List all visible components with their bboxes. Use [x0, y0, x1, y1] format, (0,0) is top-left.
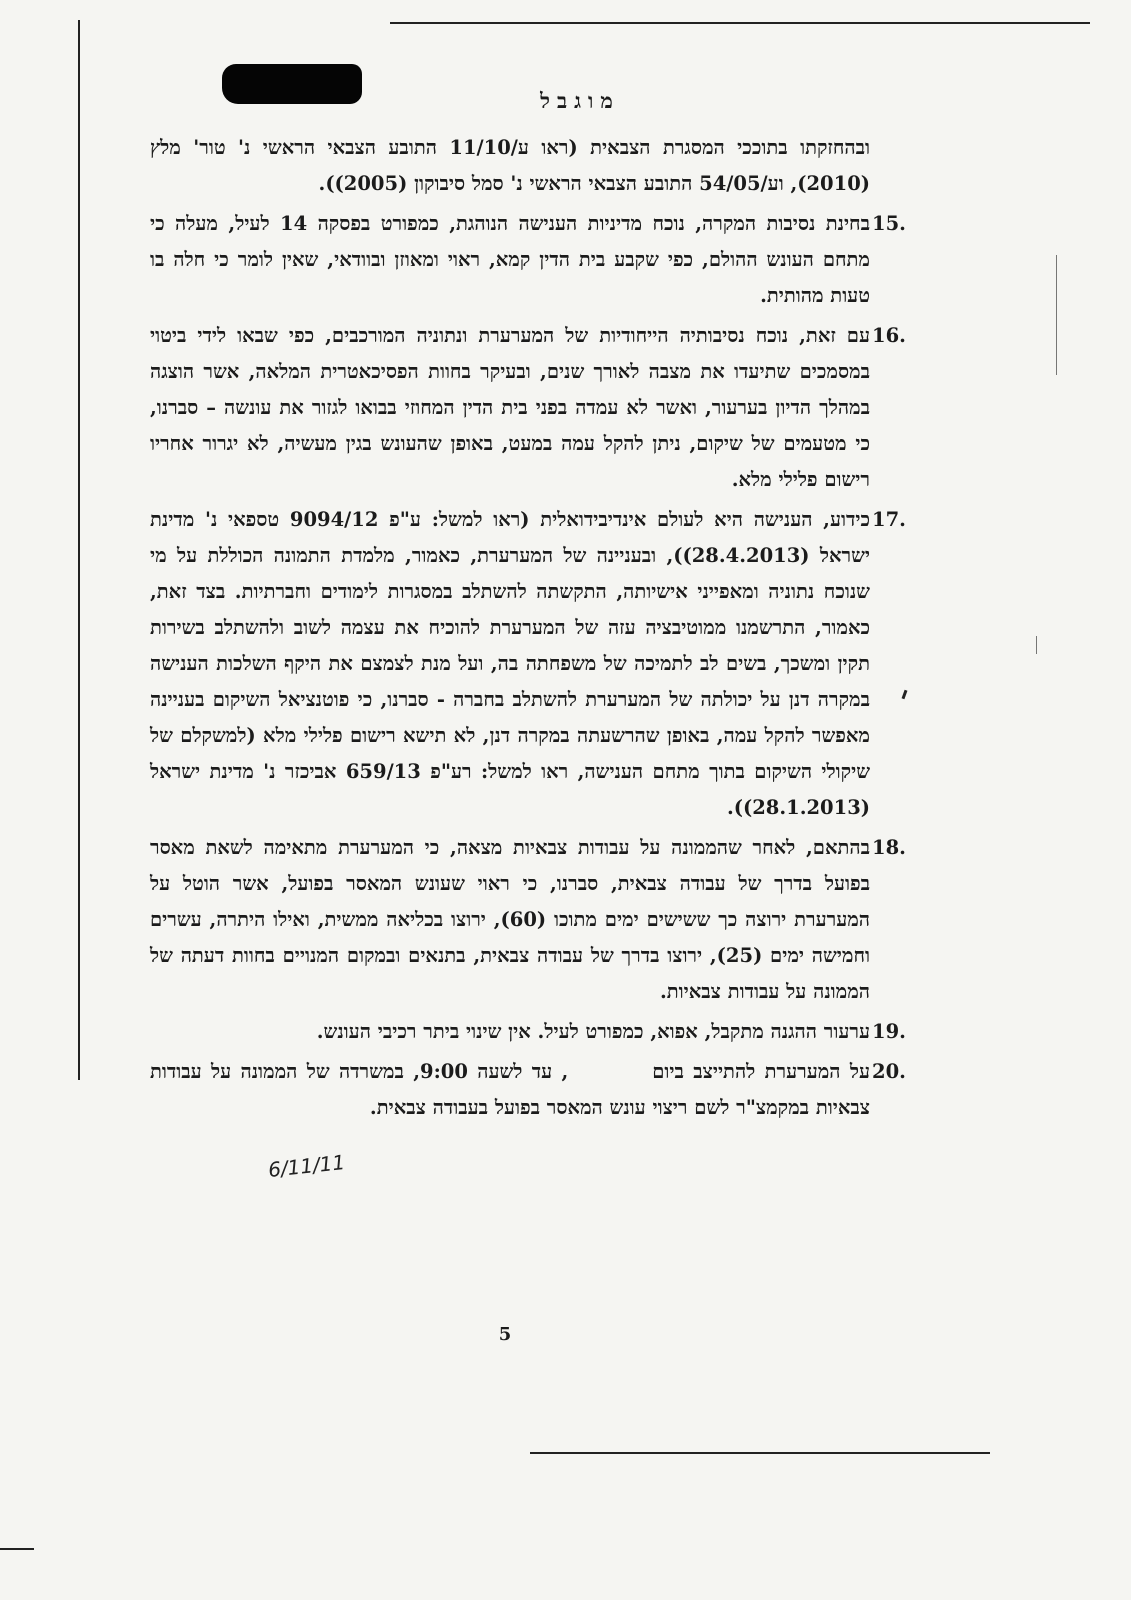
paragraph-18 — [150, 830, 906, 1010]
scan-line-right-1 — [1056, 255, 1057, 375]
paragraph-number: 15. — [872, 212, 906, 235]
paragraph-number: 17. — [872, 508, 906, 531]
paragraph-number: 16. — [872, 324, 906, 347]
paragraph-number: 19. — [872, 1020, 906, 1043]
document-body — [150, 130, 906, 1130]
handwritten-date: 6/11/11 — [266, 1150, 347, 1182]
paragraph-number: 18. — [872, 836, 906, 859]
paragraph-text: על המערערת להתייצב ביום , עד לשעה 9:00, במשרדה של הממונה על עבודות צבאיות במקמצ"ר לשם ריצוי עונש המאסר בפועל בעבודה צבאית. — [150, 1060, 870, 1119]
scan-line-bottom — [530, 1452, 990, 1454]
scan-line-top — [390, 22, 1090, 24]
paragraph-text: ערעור ההגנה מתקבל, אפוא, כמפורט לעיל. אין שינוי ביתר רכיבי העונש. — [316, 1020, 870, 1043]
scan-line-left — [78, 20, 80, 1080]
paragraph-20 — [150, 1054, 906, 1126]
paragraph-16 — [150, 318, 906, 498]
classification-label: מוגבל — [540, 88, 620, 113]
paragraph-17 — [150, 502, 906, 826]
paragraph-number: 20. — [872, 1060, 906, 1083]
paragraph-text: כידוע, הענישה היא לעולם אינדיבידואלית (ראו למשל: ע"פ 9094/12 טספאי נ' מדינת ישראל (28.4.2013)), ובעניינה של המערערת, כאמור, מלמדת התמונה הכוללת על מי שנוכח נתוניה ומאפייני אישיותה, התקשתה להשתלב במסגרות לימודים וחברתיות. בצד זאת, כאמור, התרשמנו ממוטיבציה עזה של המערערת להוכיח את עצמה לשוב ולהשתלב בשירות תקין ומשכך, בשים לב לתמיכה של משפחתה בה, ועל מנת לצמצם את היקף השלכות הענישה במקרה דנן על יכולתה של המערערת להשתלב בחברה - סברנו, כי פוטנציאל השיקום בעניינה מאפשר להקל עמה, באופן שהרשעתה במקרה דנן, לא תישא רישום פלילי מלא (למשקלם של שיקולי השיקום בתוך מתחם הענישה, ראו למשל: רע"פ 659/13 אביכזר נ' מדינת ישראל (28.1.2013)). — [150, 508, 871, 819]
scan-line-corner — [0, 1548, 34, 1550]
paragraph-text: עם זאת, נוכח נסיבותיה הייחודיות של המערערת ונתוניה המורכבים, כפי שבאו לידי ביטוי במסמכים שתיעדו את מצבה לאורך שנים, ובעיקר בחוות הפסיכאטרית המלאה, אשר הוצגה במהלך הדיון בערעור, ואשר לא עמדה בפני בית הדין המחוזי בבואו לגזור את עונשה – סברנו, כי מטעמים של שיקום, ניתן להקל עמה במעט, באופן שהעונש בגין מעשיה, לא יגרור אחריו רישום פלילי מלא. — [150, 324, 870, 491]
paragraph-text: בחינת נסיבות המקרה, נוכח מדיניות הענישה הנוהגת, כמפורט בפסקה 14 לעיל, מעלה כי מתחם העונש ההולם, כפי שקבע בית הדין קמא, ראוי ומאוזן ובוודאי, שאין לומר כי חלה בו טעות מהותית. — [150, 212, 870, 307]
paragraph-15 — [150, 206, 906, 314]
ink-mark — [902, 690, 908, 699]
paragraph-continuation: ובהחזקתו בתוככי המסגרת הצבאית (ראו ע/11/10 התובע הצבאי הראשי נ' טור' מלץ (2010), וע/54/05 התובע הצבאי הראשי נ' סמל סיבוקון (2005)). — [150, 136, 870, 195]
paragraph-19 — [150, 1014, 906, 1050]
redaction-block — [222, 64, 362, 104]
scan-line-right-2 — [1036, 636, 1037, 654]
page-number: 5 — [498, 1324, 512, 1345]
paragraph-text: בהתאם, לאחר שהממונה על עבודות צבאיות מצאה, כי המערערת מתאימה לשאת מאסר בפועל בדרך של עבודה צבאית, סברנו, כי ראוי שעונש המאסר בפועל, אשר הוטל על המערערת ירוצה כך ששישים ימים מתוכו (60), ירוצו בכליאה ממשית, ואילו היתרה, עשרים וחמישה ימים (25), ירוצו בדרך של עבודה צבאית, בתנאים ובמקום המנויים בחוות דעתה של הממונה על עבודות צבאיות. — [150, 836, 871, 1003]
